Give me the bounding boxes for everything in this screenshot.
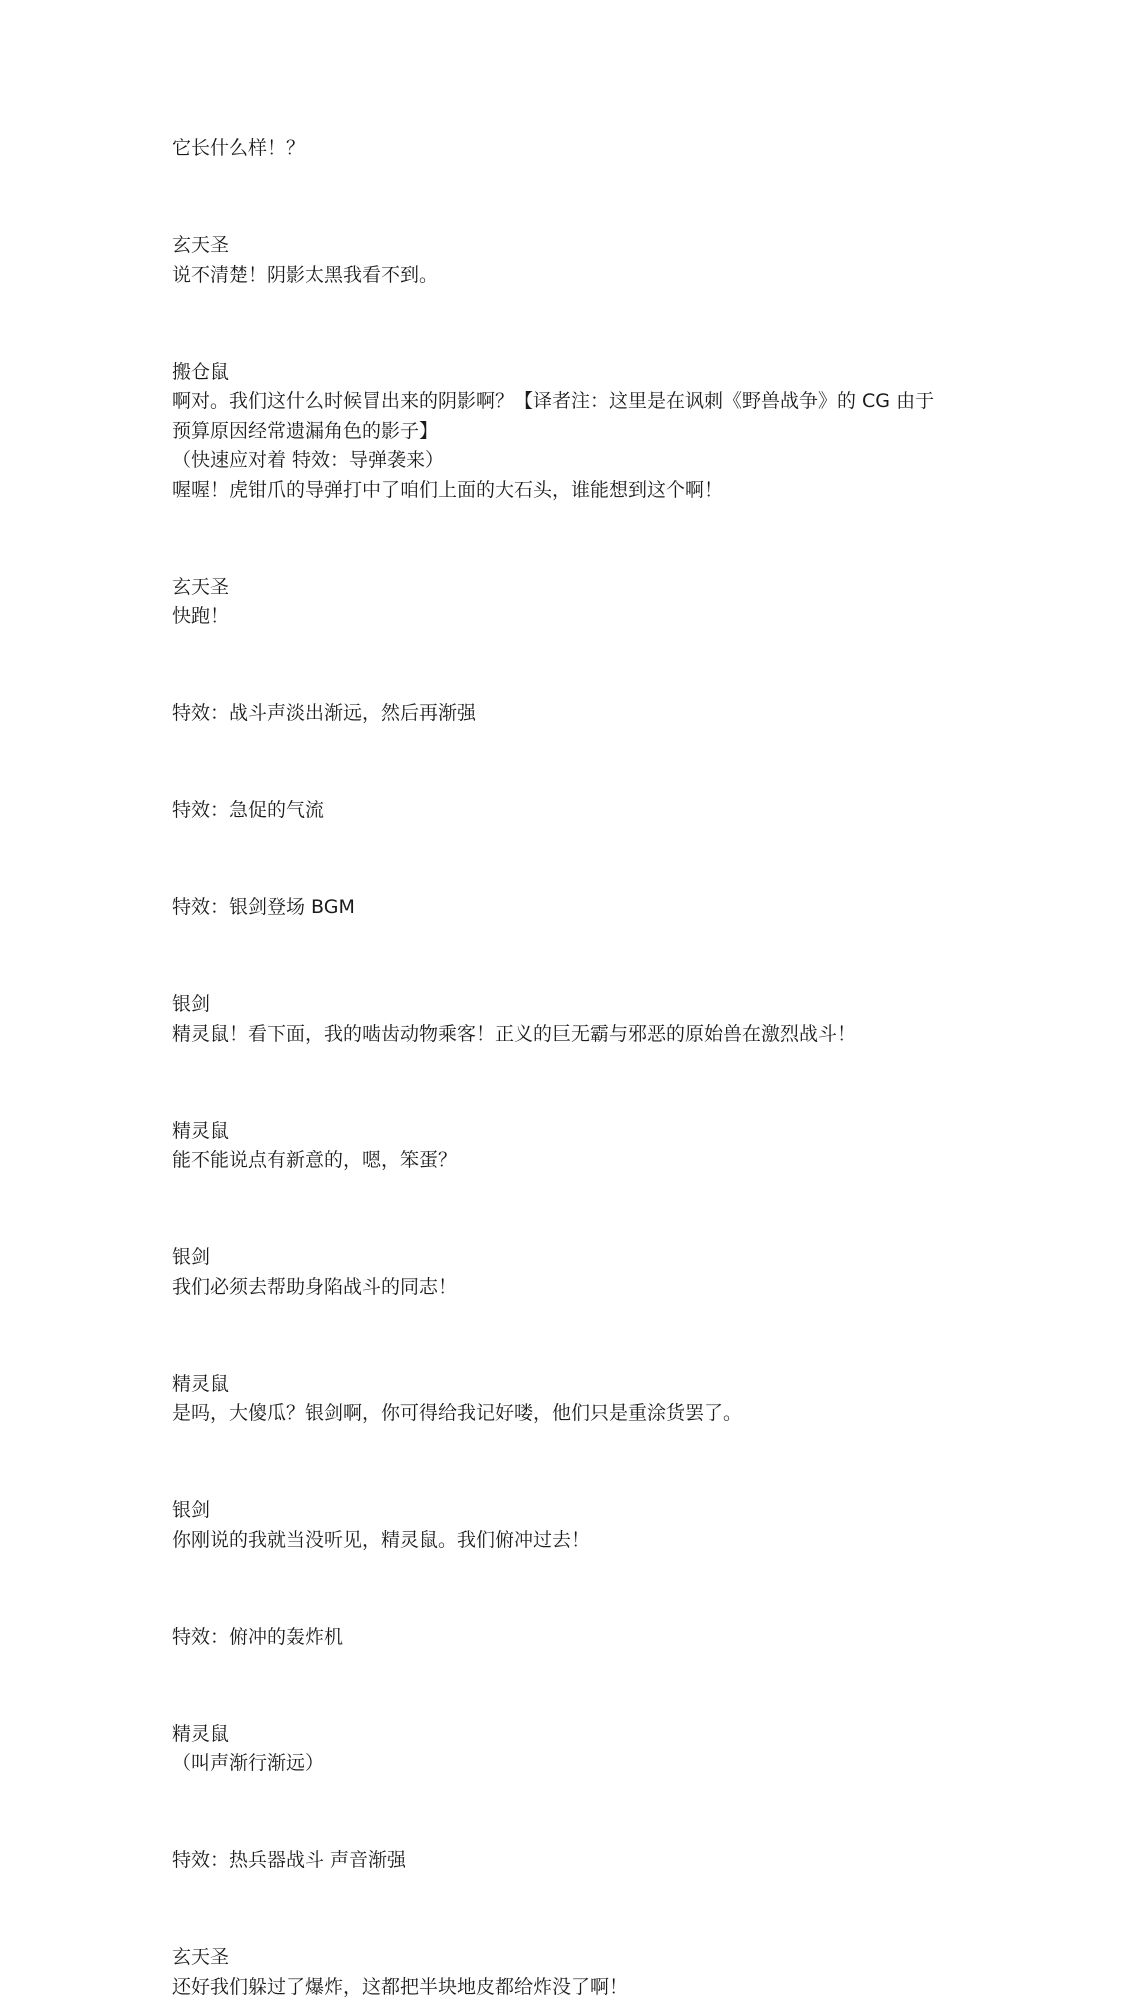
script-line: 精灵鼠 <box>172 1370 972 1400</box>
script-line: 还好我们躲过了爆炸，这都把半块地皮都给炸没了啊！ <box>172 1973 972 2002</box>
script-line: 特效：俯冲的轰炸机 <box>172 1623 972 1653</box>
script-line: 特效：银剑登场 BGM <box>172 893 972 923</box>
blank-line <box>172 1671 972 1701</box>
blank-line <box>172 1574 972 1604</box>
script-line: 我们必须去帮助身陷战斗的同志！ <box>172 1273 972 1303</box>
blank-line <box>172 845 972 875</box>
script-line: 银剑 <box>172 1496 972 1526</box>
script-line: 你刚说的我就当没听见，精灵鼠。我们俯冲过去！ <box>172 1526 972 1556</box>
blank-line <box>172 524 972 554</box>
script-line: 特效：热兵器战斗 声音渐强 <box>172 1846 972 1876</box>
blank-line <box>172 748 972 778</box>
blank-line <box>172 309 972 339</box>
blank-line <box>172 1448 972 1478</box>
script-line: 银剑 <box>172 1243 972 1273</box>
blank-line <box>172 1321 972 1351</box>
script-line: 啊对。我们这什么时候冒出来的阴影啊？【译者注：这里是在讽刺《野兽战争》的 CG 由于 <box>172 387 972 417</box>
blank-line <box>172 651 972 681</box>
script-line: 是吗，大傻瓜？银剑啊，你可得给我记好喽，他们只是重涂货罢了。 <box>172 1399 972 1429</box>
script-line: 快跑！ <box>172 602 972 632</box>
script-line: 能不能说点有新意的，嗯，笨蛋？ <box>172 1146 972 1176</box>
script-line: 银剑 <box>172 990 972 1020</box>
script-line: 玄天圣 <box>172 1943 972 1973</box>
script-line: （快速应对着 特效：导弹袭来） <box>172 446 972 476</box>
script-line: 搬仓鼠 <box>172 358 972 388</box>
blank-line <box>172 1195 972 1225</box>
blank-line <box>172 1798 972 1828</box>
script-line: 特效：急促的气流 <box>172 796 972 826</box>
blank-line <box>172 1068 972 1098</box>
script-line: 精灵鼠！看下面，我的啮齿动物乘客！正义的巨无霸与邪恶的原始兽在激烈战斗！ <box>172 1020 972 1050</box>
script-document <box>172 134 972 2002</box>
script-line: 玄天圣 <box>172 231 972 261</box>
script-line: 玄天圣 <box>172 573 972 603</box>
script-line: （叫声渐行渐远） <box>172 1749 972 1779</box>
script-line: 说不清楚！阴影太黑我看不到。 <box>172 261 972 291</box>
blank-line <box>172 942 972 972</box>
script-line: 精灵鼠 <box>172 1720 972 1750</box>
script-line: 它长什么样！？ <box>172 134 972 164</box>
script-line: 预算原因经常遗漏角色的影子】 <box>172 417 972 447</box>
script-line: 喔喔！虎钳爪的导弹打中了咱们上面的大石头，谁能想到这个啊！ <box>172 476 972 506</box>
script-line: 特效：战斗声淡出渐远，然后再渐强 <box>172 699 972 729</box>
blank-line <box>172 1895 972 1925</box>
blank-line <box>172 183 972 213</box>
script-line: 精灵鼠 <box>172 1117 972 1147</box>
